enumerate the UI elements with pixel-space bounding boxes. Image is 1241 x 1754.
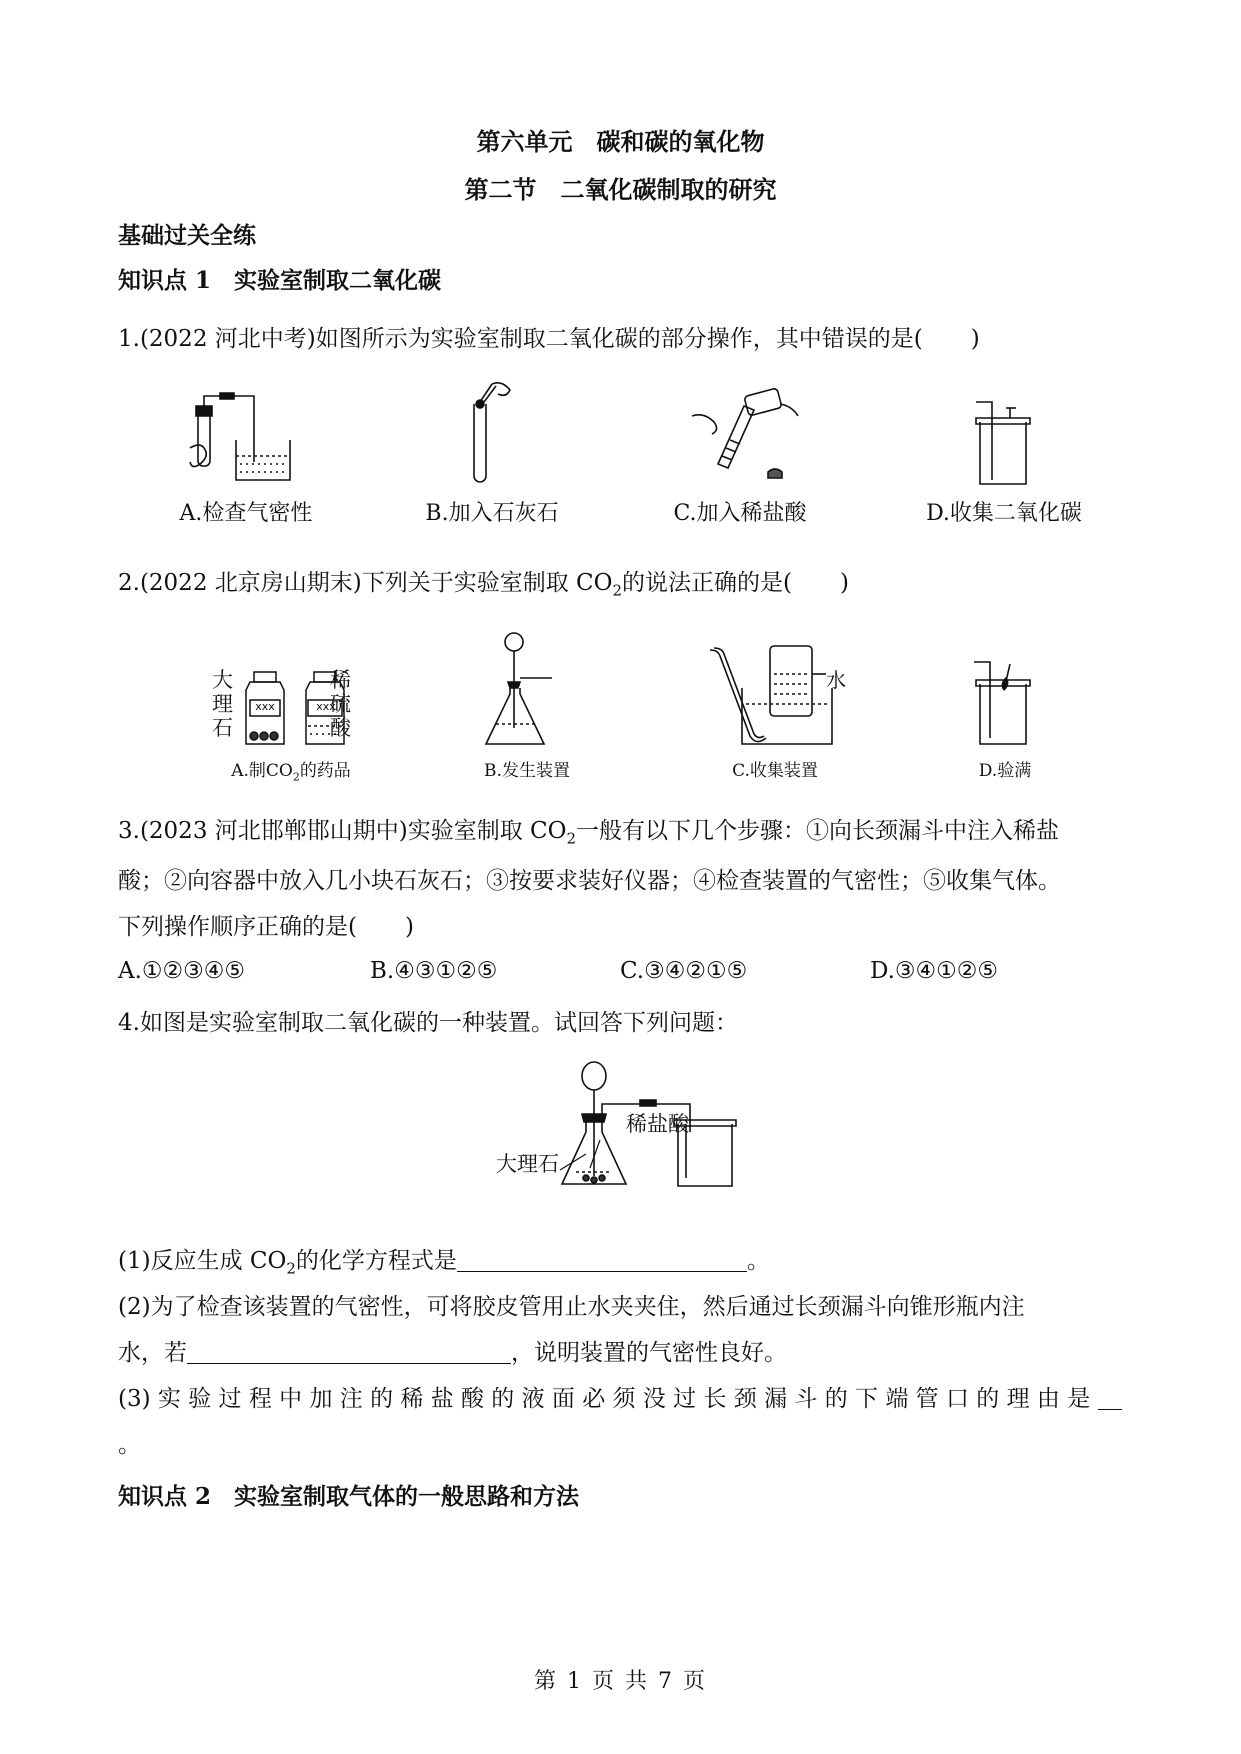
test-tube bbox=[718, 406, 754, 468]
q3-option-b: B.④③①②⑤ bbox=[370, 958, 498, 984]
q4-part1: (1)反应生成 $CO_2$的化学方程式是 。 bbox=[118, 1248, 770, 1278]
q1-caption-d: D.收集二氧化碳 bbox=[926, 501, 1082, 526]
q2-fig-b bbox=[482, 632, 572, 748]
beaker bbox=[236, 440, 290, 480]
inlet-tube bbox=[976, 402, 992, 480]
stopper bbox=[582, 1114, 606, 1122]
q4-part2-line2: 水，若 ，说明装置的气密性良好。 bbox=[118, 1340, 787, 1366]
q2-caption-b: B.发生装置 bbox=[484, 761, 570, 781]
funnel-bulb bbox=[505, 633, 523, 651]
q3-line3: 下列操作顺序正确的是( ) bbox=[118, 914, 414, 940]
hand-icon bbox=[692, 415, 717, 434]
stopper bbox=[508, 682, 520, 688]
stopper bbox=[196, 406, 212, 416]
q2-label-water: 水 bbox=[826, 668, 846, 692]
q1-fig-d bbox=[970, 396, 1040, 488]
q1-stem: 1.(2022 河北中考)如图所示为实验室制取二氧化碳的部分操作，其中错误的是( ) bbox=[118, 326, 980, 352]
q2-fig-d bbox=[970, 654, 1040, 748]
gas-jar bbox=[980, 422, 1026, 484]
hand-icon bbox=[492, 383, 510, 395]
limestone-piece bbox=[476, 400, 484, 408]
q1-caption-c: C.加入稀盐酸 bbox=[673, 501, 807, 526]
q4-stem: 4.如图是实验室制取二氧化碳的一种装置。试回答下列问题： bbox=[118, 1010, 738, 1036]
reagent-bottle bbox=[744, 388, 782, 416]
q2-caption-a: A.制$CO_2$的药品 bbox=[231, 761, 351, 784]
q4-label-marble: 大理石 bbox=[496, 1152, 559, 1176]
q2-label-acid: 稀 硫 酸 bbox=[330, 668, 351, 740]
q3-line2: 酸；②向容器中放入几小块石灰石；③按要求装好仪器；④检查装置的气密性；⑤收集气体。 bbox=[118, 868, 1061, 894]
q1-fig-c bbox=[688, 386, 808, 490]
knowledge-point-1-heading: 知识点 1 实验室制取二氧化碳 bbox=[118, 267, 442, 294]
q3-option-a: A.①②③④⑤ bbox=[118, 958, 246, 984]
test-tube bbox=[474, 404, 486, 482]
q1-caption-a: A.检查气密性 bbox=[179, 501, 313, 526]
q3-line1: 3.(2023 河北邯郸邯山期中)实验室制取 $CO_2$一般有以下几个步骤：①向长颈漏斗中注入稀盐 bbox=[118, 818, 1060, 848]
q4-leader-lines bbox=[560, 1140, 650, 1190]
q3-option-d: D.③④①②⑤ bbox=[870, 958, 999, 984]
page-footer: 第 1 页 共 7 页 bbox=[534, 1669, 707, 1694]
unit-title: 第六单元 碳和碳的氧化物 bbox=[476, 127, 765, 156]
q2-bottle-label-2: xxx bbox=[316, 700, 336, 713]
rubber-joint bbox=[220, 393, 234, 399]
jar-stopper bbox=[976, 418, 1030, 424]
q4-part3-line2: 。 bbox=[118, 1432, 141, 1458]
rubber-joint bbox=[640, 1100, 656, 1106]
q2-caption-d: D.验满 bbox=[978, 761, 1032, 781]
section-basic-heading: 基础过关全练 bbox=[118, 222, 256, 249]
q4-part1-answer-blank[interactable] bbox=[457, 1247, 747, 1272]
q2-bottle-label-1: xxx bbox=[255, 700, 275, 713]
q2-fig-c bbox=[708, 644, 838, 748]
funnel-bulb bbox=[582, 1062, 606, 1090]
q4-label-acid: 稀盐酸 bbox=[626, 1112, 689, 1136]
q3-option-c: C.③④②①⑤ bbox=[620, 958, 748, 984]
q4-part3-line1: (3) 实 验 过 程 中 加 注 的 稀 盐 酸 的 液 面 必 须 没 过 长 颈 漏 斗 的 下 端 管 口 的 理 由 是 bbox=[118, 1382, 1128, 1416]
inlet-tube bbox=[974, 662, 990, 738]
q2-caption-c: C.收集装置 bbox=[732, 761, 818, 781]
q2-label-marble: 大 理 石 bbox=[212, 668, 233, 740]
q4-part3-answer-blank[interactable] bbox=[1098, 1385, 1122, 1410]
gas-jar bbox=[770, 646, 812, 716]
knowledge-point-2-heading: 知识点 2 实验室制取气体的一般思路和方法 bbox=[118, 1483, 580, 1510]
q2-stem: 2.(2022 北京房山期末)下列关于实验室制取 $CO_2$的说法正确的是( ) bbox=[118, 570, 850, 600]
q1-caption-b: B.加入石灰石 bbox=[425, 501, 559, 526]
q1-fig-b bbox=[462, 380, 532, 488]
q4-part2-answer-blank[interactable] bbox=[187, 1339, 511, 1364]
q4-part2-line1: (2)为了检查该装置的气密性，可将胶皮管用止水夹夹住，然后通过长颈漏斗向锥形瓶内注 bbox=[118, 1294, 1025, 1320]
conical-flask bbox=[486, 688, 544, 744]
bottle-stopper bbox=[768, 469, 782, 478]
gas-jar bbox=[980, 684, 1026, 744]
section-title: 第二节 二氧化碳制取的研究 bbox=[464, 175, 777, 204]
q1-fig-a bbox=[186, 388, 306, 488]
